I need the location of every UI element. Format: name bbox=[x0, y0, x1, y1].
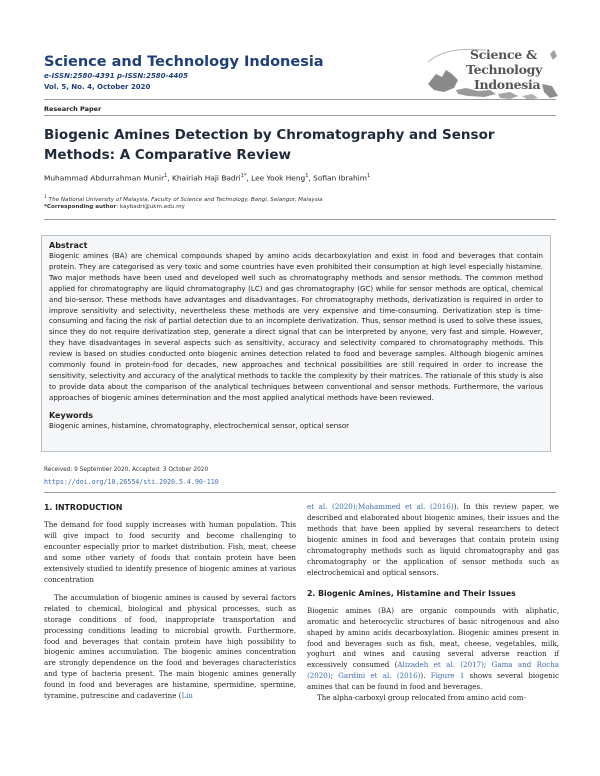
figure-reference-link[interactable]: Figure 1 bbox=[430, 671, 465, 681]
affiliation-mark: 1 bbox=[44, 195, 47, 200]
author-list: Muhammad Abdurrahman Munir$^1$, Khairiah Haji Badri$^{1*}$, Lee Yook Heng$^1$, Sofian Ibrahim$^1$ bbox=[44, 173, 371, 183]
paper-title: Biogenic Amines Detection by Chromatography and Sensor Methods: A Comparative Review bbox=[44, 127, 495, 163]
journal-issn: e-ISSN:2580-4391 p-ISSN:2580-4405 bbox=[44, 72, 188, 80]
abstract-text: Biogenic amines (BA) are chemical compounds shaped by amino acids decarboxylation and exist in food and beverages that contain protein. They are categorised as very toxic and some countries have even prohibited their consumption at high level especially histamine. Two major methods have been used and developed well such as chromatography methods and sensor methods. The common method applied for chromatography are liquid chromatography (LC) and gas chromatography (GC) while for sensor methods are optical, chemical and bio-sensor. These methods have advantages and disadvantages. For chromatography methods, derivatization is required in order to improve sensitivity and selectivity, nevertheless these methods are very expensive and time-consuming. Derivatization step is time-consuming and facing the risk of partial detection due to an incomplete derivatization. Thus, sensor method is used to solve these issues, since they do not require derivatization step, generate a direct signal that can be interpreted by anyone, very fast and simple. However, they have disadvantages in several aspects such as sensitivity, accuracy and selectivity compared to chromatography methods. This review is based on studies conducted onto biogenic amines detection related to food and beverage samples. Although biogenic amines commonly found in protein-food for decades, new approaches and technical possibilities are still required in order to increase the sensitivity, selectivity and accuracy of the analytical methods to tackle the complexity by their matrices. The rationale of this study is also to provide data about the comparison of the analytical techniques between conventional and sensor methods. Furthermore, the various approaches of biogenic amines determination and the most applied analytical methods have been reviewed. bbox=[49, 251, 543, 402]
intro-paragraph-2 bbox=[44, 593, 296, 703]
affiliation-text: The National University of Malaysia, Faculty of Science and Technology, Bangi, Selangor, Malaysia bbox=[48, 196, 323, 203]
section-heading-introduction: 1. INTRODUCTION bbox=[44, 503, 123, 512]
citation-link[interactable]: Alizadeh et al. (2017) bbox=[397, 660, 484, 670]
section-heading-biogenic-amines: 2. Biogenic Amines, Histamine and Their Issues bbox=[307, 588, 516, 598]
received-accepted-dates: Received: 9 September 2020, Accepted: 3 October 2020 bbox=[44, 467, 209, 473]
author-affil-mark: 1 bbox=[164, 173, 168, 179]
doi-link[interactable]: https://doi.org/10.26554/sti.2020.5.4.90-110 bbox=[44, 478, 219, 486]
journal-logo bbox=[426, 44, 562, 106]
author-name: Lee Yook Heng bbox=[251, 173, 306, 183]
body-divider bbox=[44, 492, 556, 493]
corresponding-email: : kaybadri@ukm.edu.my bbox=[116, 204, 185, 210]
author-name: Sofian Ibrahim bbox=[313, 173, 367, 183]
citation-link[interactable]: Mohammed et al. (2016) bbox=[357, 502, 454, 511]
journal-title: Science and Technology Indonesia bbox=[44, 54, 324, 70]
keywords-text: Biogenic amines, histamine, chromatography, electrochemical sensor, optical sensor bbox=[49, 420, 350, 430]
intro-continued-text: ). In this review paper, we described and elaborated about biogenic amines, their issues and the methods that have been applied by several researchers to detect biogenic amines in food and beverages that contain protein using chromatography methods such as liquid chromatography and gas chromatography or the application of sensor methods such as electrochemical and optical sensors. bbox=[307, 502, 559, 577]
author-name: Muhammad Abdurrahman Munir bbox=[44, 173, 165, 183]
section-2-text: Biogenic amines (BA) are organic compounds with aliphatic, aromatic and heterocyclic structures of basic nitrogenous and also shaped by amino acids decarboxylation. Biogenic amines present in food and beverages such as fish, meat, cheese, vegetables, milk, yoghurt and wines and causing several adverse reaction if excessively consumed ( bbox=[307, 605, 559, 670]
citation-link[interactable]: et al. (2020); bbox=[307, 502, 358, 511]
citation-link[interactable]: Gama and Rocha (2020) bbox=[307, 660, 560, 681]
citation-link[interactable]: Gardini et al. (2016) bbox=[338, 671, 421, 681]
intro-paragraph-2-continued bbox=[307, 502, 559, 579]
citation-separator: ; bbox=[330, 671, 339, 681]
left-column bbox=[44, 502, 296, 702]
header-divider-2 bbox=[44, 115, 556, 116]
author-affil-mark: 1* bbox=[240, 173, 247, 179]
intro-paragraph-2-text: The accumulation of biogenic amines is caused by several factors related to chemical, biological and physical processes, such as storage conditions of food, inappropriate transportation and processing conditions leading to microbial growth. Furthermore, food and beverages that contain protein have high possibility to biogenic amines accumulation. The biogenic amines concentration are strongly dependence on the food and beverages characteristics and type of bacteria present. The main biogenic amines generally found in food and beverages are histamine, spermidine, spermine, tyramine, putrescine and cadaverine ( bbox=[44, 592, 296, 701]
author-affil-mark: 1 bbox=[366, 173, 371, 179]
abstract-box bbox=[41, 235, 551, 452]
logo-text-line: Science & bbox=[470, 47, 537, 62]
intro-paragraph-1: The demand for food supply increases with human population. This will give impact to food security and become challenging to encounter especially prior to market distribution. Fish, meat, cheese and some other variety of foods that contain protein have been extensively studied to identify presence of biogenic amines at various concentration bbox=[44, 520, 296, 584]
abstract-heading: Abstract bbox=[49, 241, 88, 250]
citation-separator: ; bbox=[483, 660, 492, 670]
affiliation bbox=[44, 195, 323, 203]
header-divider-3 bbox=[44, 219, 556, 220]
paper-type: Research Paper bbox=[44, 105, 102, 113]
keywords-heading: Keywords bbox=[49, 410, 94, 420]
author-affil-mark: 1 bbox=[305, 173, 309, 179]
section-2-paragraph-2: The alpha-carboxyl group relocated from amino acid com- bbox=[317, 693, 526, 703]
citation-link[interactable]: Liu bbox=[181, 691, 193, 701]
author-name: Khairiah Haji Badri bbox=[172, 173, 241, 183]
corresponding-label: *Corresponding author bbox=[44, 204, 117, 210]
section-2-paragraph-1 bbox=[307, 606, 559, 694]
section-2-text: ). bbox=[420, 671, 431, 681]
section-2-text: shows several biogenic amines that can be found in food and beverages. bbox=[307, 671, 559, 692]
journal-volume: Vol. 5, No. 4, October 2020 bbox=[44, 83, 151, 91]
right-column bbox=[307, 502, 559, 704]
corresponding-author bbox=[44, 204, 185, 210]
logo-text-line: Technology bbox=[466, 62, 543, 77]
logo-text-line: Indonesia bbox=[474, 77, 541, 92]
header-divider bbox=[44, 99, 556, 100]
